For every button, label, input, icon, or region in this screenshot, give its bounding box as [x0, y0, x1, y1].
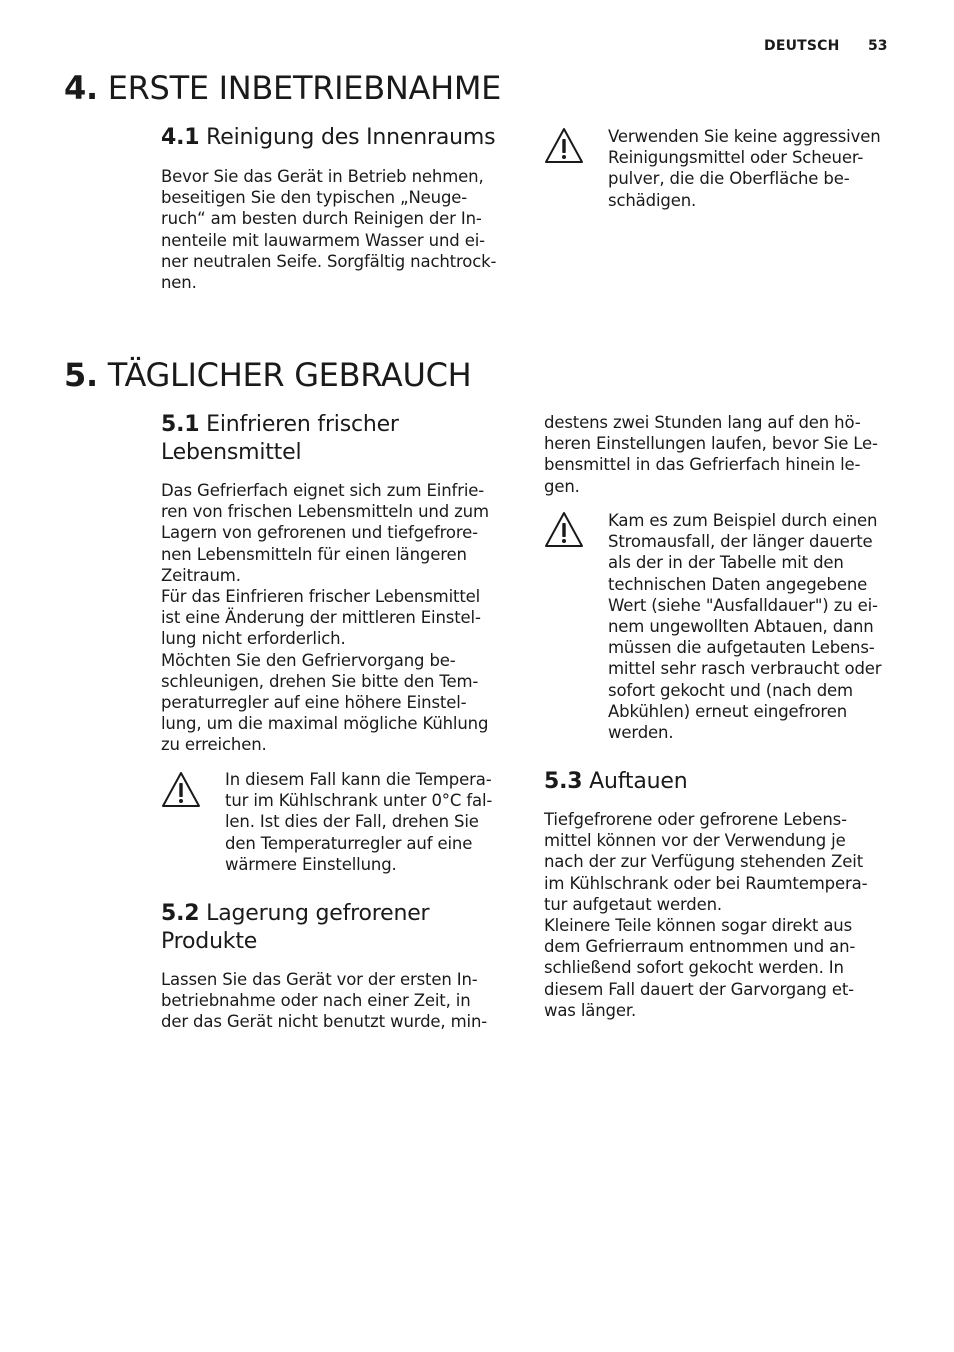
subsection-5-3-number: 5.3	[544, 769, 583, 794]
subsection-5-1-heading	[161, 411, 521, 467]
subsection-5-1-number: 5.1	[161, 412, 200, 437]
subsection-4-1-title: Reinigung des Innenraums	[206, 125, 496, 150]
subsection-5-2-text: Lassen Sie das Gerät vor der ersten In- betriebnahme oder nach einer Zeit, in der das Gerät nicht benutzt wurde, min-	[161, 970, 488, 1032]
section-4-title: ERSTE INBETRIEBNAHME	[107, 69, 502, 107]
subsection-5-3-heading	[544, 768, 687, 796]
warning-triangle-icon	[544, 126, 584, 166]
subsection-5-1-text: Das Gefrierfach eignet sich zum Einfrie- ren von frischen Lebensmitteln und zum Lagern von gefrorenen und tiefgefrore- nen Lebensmitteln für einen längeren Zeitraum. Für das Einfrieren frischer Lebensmittel ist eine Änderung der mittleren Einstel- lung nicht erforderlich. Möchten Sie den Gefriervorgang be- schleunigen, drehen Sie bitte den Tem- peraturregler auf eine höhere Einstel- lung, um die maximal mögliche Kühlung zu erreichen.	[161, 481, 489, 755]
warning-triangle-icon	[161, 770, 201, 810]
warning-5-1-text: In diesem Fall kann die Tempera- tur im Kühlschrank unter 0°C fal- len. Ist dies der Fall, drehen Sie den Temperaturregler auf eine wärmere Einstellung.	[225, 770, 493, 874]
section-5-number: 5.	[64, 356, 98, 394]
section-5-title: TÄGLICHER GEBRAUCH	[107, 356, 472, 394]
subsection-5-3-text: Tiefgefrorene oder gefrorene Lebens- mittel können vor der Verwendung je nach der zur Verfügung stehenden Zeit im Kühlschrank oder bei Raumtempera- tur aufgetaut werden. Kleinere Teile können sogar direkt aus dem Gefrierraum entnommen und an- schließend sofort gekocht werden. In diesem Fall dauert der Garvorgang et- was länger.	[544, 810, 868, 1020]
subsection-5-2-title: Lagerung gefrorener Produkte	[161, 901, 430, 954]
warning-4-text: Verwenden Sie keine aggressiven Reinigungsmittel oder Scheuer- pulver, die die Oberfläche be- schädigen.	[608, 127, 881, 210]
section-4-heading	[64, 68, 501, 108]
header-language: DEUTSCH	[764, 38, 840, 54]
section-4-number: 4.	[64, 69, 98, 107]
subsection-5-2-heading	[161, 900, 521, 956]
subsection-5-3-title: Auftauen	[589, 769, 688, 794]
subsection-5-2-continued-text: destens zwei Stunden lang auf den hö- heren Einstellungen laufen, bevor Sie Le- bensmittel in das Gefrierfach hinein le- gen.	[544, 413, 878, 496]
subsection-4-1-text: Bevor Sie das Gerät in Betrieb nehmen, beseitigen Sie den typischen „Neuge- ruch“ am besten durch Reinigen der In- nenteile mit lauwarmem Wasser und ei- ner neutralen Seife. Sorgfältig nachtrock- nen.	[161, 167, 497, 293]
warning-5-2-text: Kam es zum Beispiel durch einen Stromausfall, der länger dauerte als der in der Tabelle mit den technischen Daten angegebene Wert (siehe "Ausfalldauer") zu ei- nem ungewollten Abtauen, dann müssen die aufgetauten Lebens- mittel sehr rasch verbraucht oder sofort gekocht und (nach dem Abkühlen) erneut eingefroren werden.	[608, 511, 882, 743]
warning-triangle-icon	[544, 510, 584, 550]
subsection-4-1-number: 4.1	[161, 125, 200, 150]
section-5-heading	[64, 355, 471, 395]
subsection-5-1-title: Einfrieren frischer Lebensmittel	[161, 412, 399, 465]
subsection-5-2-number: 5.2	[161, 901, 200, 926]
page-number: 53	[868, 38, 888, 54]
subsection-4-1-heading	[161, 124, 495, 152]
